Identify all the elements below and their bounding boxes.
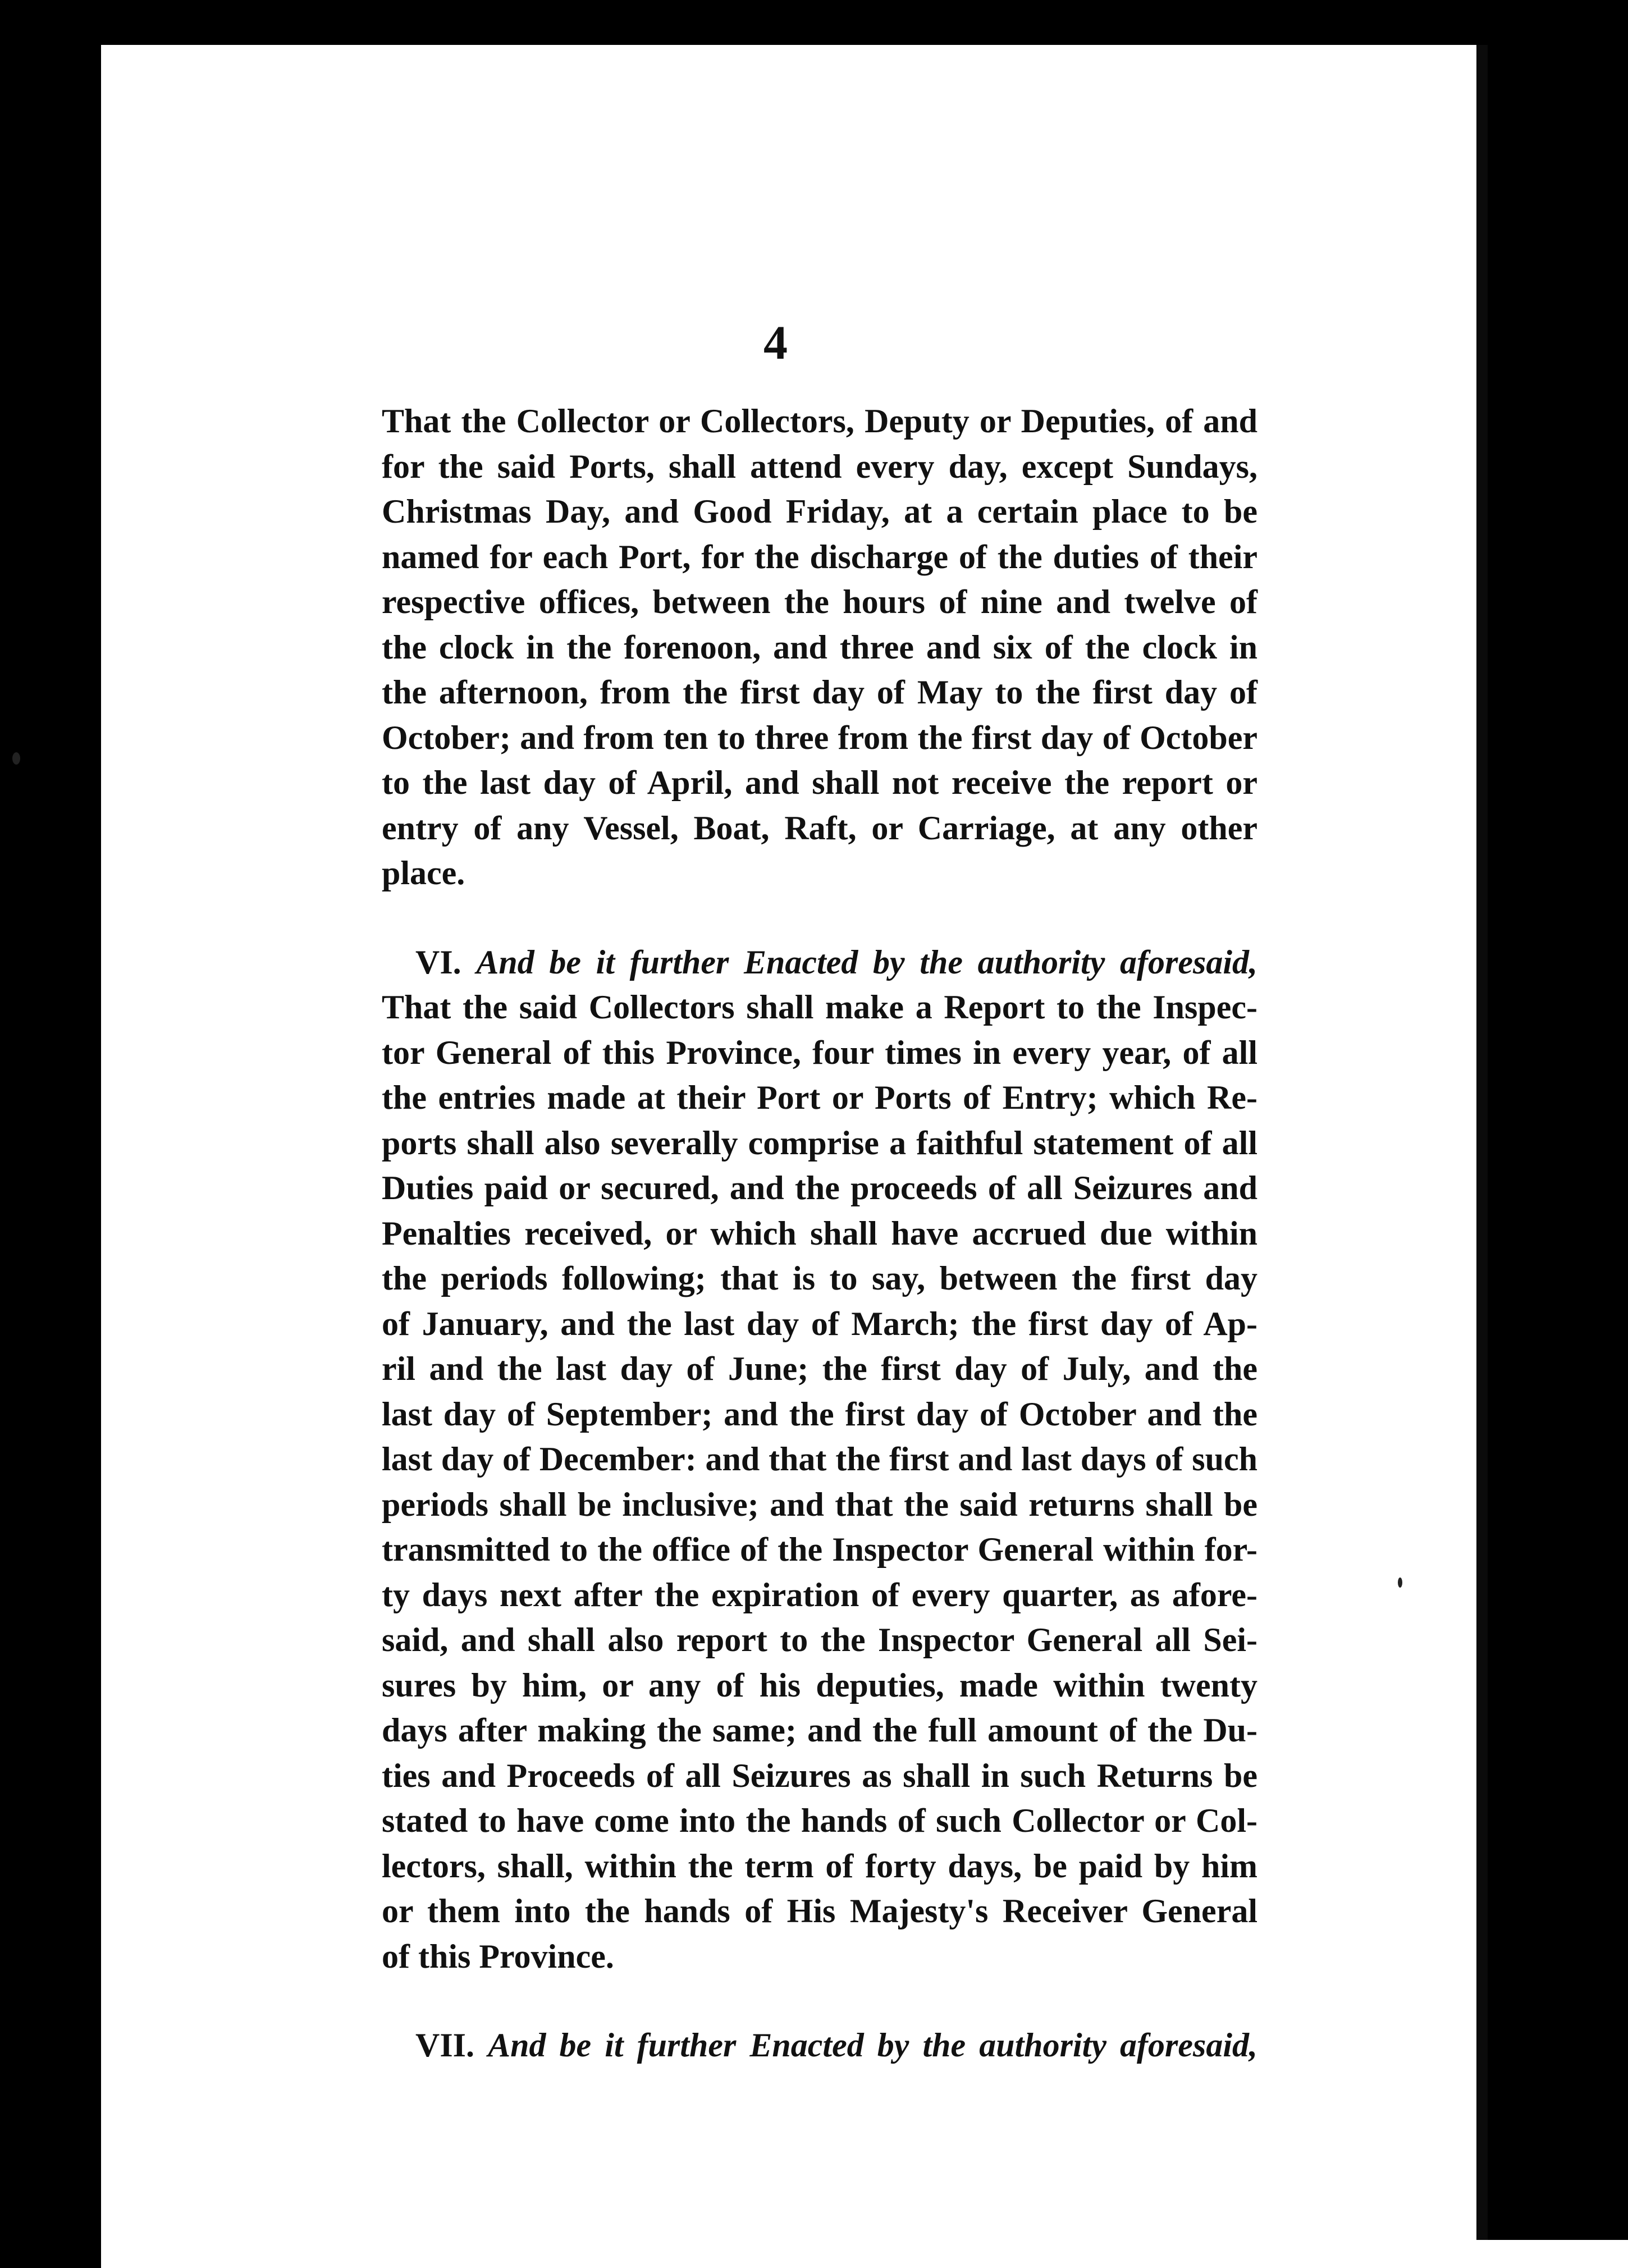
page-speck (1398, 1577, 1402, 1588)
text-line: the entries made at their Port or Ports of Entry; which Re- (382, 1079, 1257, 1116)
page-right-edge (1476, 45, 1488, 2240)
clause-vi-paragraph (382, 940, 1257, 1979)
page-number: 4 (763, 315, 788, 369)
text-line: lectors, shall, within the term of forty days, be paid by him (382, 1847, 1257, 1885)
text-line: ties and Proceeds of all Seizures as shall in such Returns be (382, 1757, 1257, 1794)
text-line: ril and the last day of June; the first day of July, and the (382, 1350, 1257, 1387)
clause-vii-heading-line (382, 2023, 1257, 2068)
text-line: of January, and the last day of March; the first day of Ap- (382, 1305, 1257, 1342)
text-line: days after making the same; and the full amount of the Du- (382, 1712, 1257, 1749)
text-line: October; and from ten to three from the first day of October (382, 719, 1257, 756)
page-speck (12, 752, 20, 765)
text-line: Christmas Day, and Good Friday, at a certain place to be (382, 493, 1257, 530)
text-line: stated to have come into the hands of such Collector or Col- (382, 1802, 1257, 1839)
text-line: last day of September; and the first day of October and the (382, 1395, 1257, 1433)
clause-numeral: VII. (415, 2027, 475, 2064)
text-line: of this Province. (382, 1937, 614, 1975)
text-line: ports shall also severally comprise a faithful statement of all (382, 1124, 1257, 1162)
text-line: That the Collector or Collectors, Deputy or Deputies, of and (382, 403, 1257, 440)
text-line: named for each Port, for the discharge of the duties of their (382, 538, 1257, 575)
text-line: transmitted to the office of the Inspector General within for- (382, 1531, 1257, 1568)
page-bottom-edge (101, 2240, 1628, 2268)
text-line: to the last day of April, and shall not receive the report or (382, 764, 1257, 801)
clause-numeral: VI. (415, 943, 461, 981)
clause-heading: And be it further Enacted by the authority aforesaid, (488, 2027, 1257, 2064)
text-line: ty days next after the expiration of every quarter, as afore- (382, 1576, 1257, 1613)
text-line: the periods following; that is to say, between the first day (382, 1260, 1257, 1297)
text-line: the afternoon, from the first day of May to the first day of (382, 674, 1257, 711)
clause-vi-heading-line (382, 940, 1257, 985)
text-line: place. (382, 854, 465, 891)
text-line: tor General of this Province, four times in every year, of all (382, 1034, 1257, 1071)
text-line: for the said Ports, shall attend every day, except Sundays, (382, 447, 1257, 485)
text-line: periods shall be inclusive; and that the said returns shall be (382, 1485, 1257, 1523)
text-line: sures by him, or any of his deputies, made within twenty (382, 1666, 1257, 1704)
text-line: the clock in the forenoon, and three and six of the clock in (382, 628, 1257, 666)
text-line: Duties paid or secured, and the proceeds of all Seizures and (382, 1169, 1257, 1206)
clause-v-paragraph (382, 399, 1257, 896)
text-line: That the said Collectors shall make a Report to the Inspec- (382, 989, 1257, 1026)
clause-heading: And be it further Enacted by the authority aforesaid, (476, 943, 1257, 981)
clause-vii-paragraph (382, 2023, 1257, 2068)
text-line: Penalties received, or which shall have accrued due within (382, 1214, 1257, 1252)
text-line: said, and shall also report to the Inspector General all Sei- (382, 1621, 1257, 1658)
text-line: respective offices, between the hours of nine and twelve of (382, 583, 1257, 620)
text-line: or them into the hands of His Majesty's Receiver General (382, 1892, 1257, 1929)
body-text (382, 399, 1257, 2068)
text-line: entry of any Vessel, Boat, Raft, or Carriage, at any other (382, 809, 1257, 847)
text-line: last day of December: and that the first and last days of such (382, 1441, 1257, 1478)
